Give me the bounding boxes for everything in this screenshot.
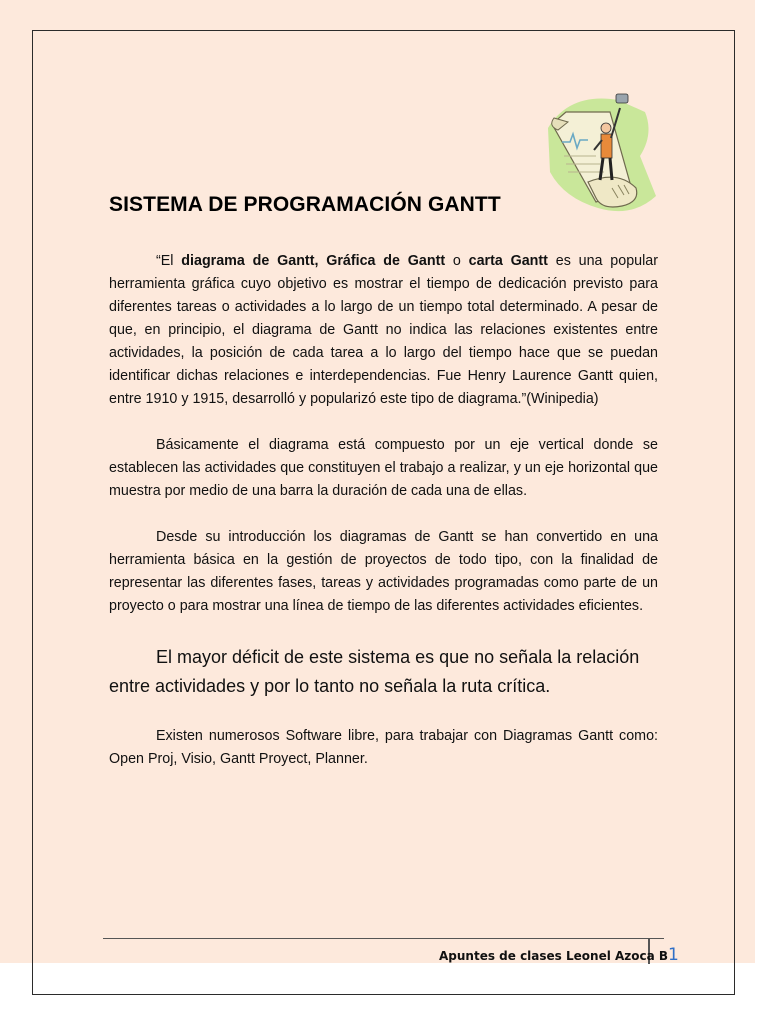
paragraph-introduction: Desde su introducción los diagramas de Gantt se han convertido en una herramienta básica en la gestión de proyectos de todo tipo, con la finalidad de representar las diferentes fases, tareas y actividades programadas como parte de un proyecto o para mostrar una línea de tiempo de las diferentes actividades eficientes. [109,529,658,614]
footer-text: Apuntes de clases Leonel Azoca B [439,949,669,963]
paragraph-structure: Básicamente el diagrama está compuesto por un eje vertical donde se establecen las actividades que constituyen el trabajo a realizar, y un eje horizontal que muestra por medio de una barra la duración de cada una de ellas. [109,437,658,499]
term-diagrama-grafica: diagrama de Gantt, Gráfica de Gantt [181,253,446,269]
paragraph-software: Existen numerosos Software libre, para trabajar con Diagramas Gantt como: Open Proj, Visio, Gantt Proyect, Planner. [109,728,658,767]
paragraph-definition-quote-open: “El [156,253,182,269]
paragraph-definition-connector: o [445,253,469,269]
term-carta-gantt: carta Gantt [468,253,548,269]
footer-divider [103,938,664,939]
paragraph-definition [109,250,658,411]
footer [439,945,679,965]
man-on-scroll-icon [540,86,660,216]
page-number: 1 [668,945,679,965]
paragraph-deficit: El mayor déficit de este sistema es que no señala la relación entre actividades y por lo tanto no señala la ruta crítica. [109,647,640,696]
paragraph-definition-body: es una popular herramienta gráfica cuyo objetivo es mostrar el tiempo de dedicación previsto para diferentes tareas o actividades a lo largo de un tiempo total determinado. A pesar de que, en principio, el diagrama de Gantt no indica las relaciones existentes entre actividades, la posición de cada tarea a lo largo del tiempo hace que se puedan identificar dichas relaciones e interdependencias. Fue Henry Laurence Gantt quien, entre 1910 y 1915, desarrolló y popularizó este tipo de diagrama.”(Winipedia) [109,253,658,407]
document-title: SISTEMA DE PROGRAMACIÓN GANTT [109,193,501,216]
